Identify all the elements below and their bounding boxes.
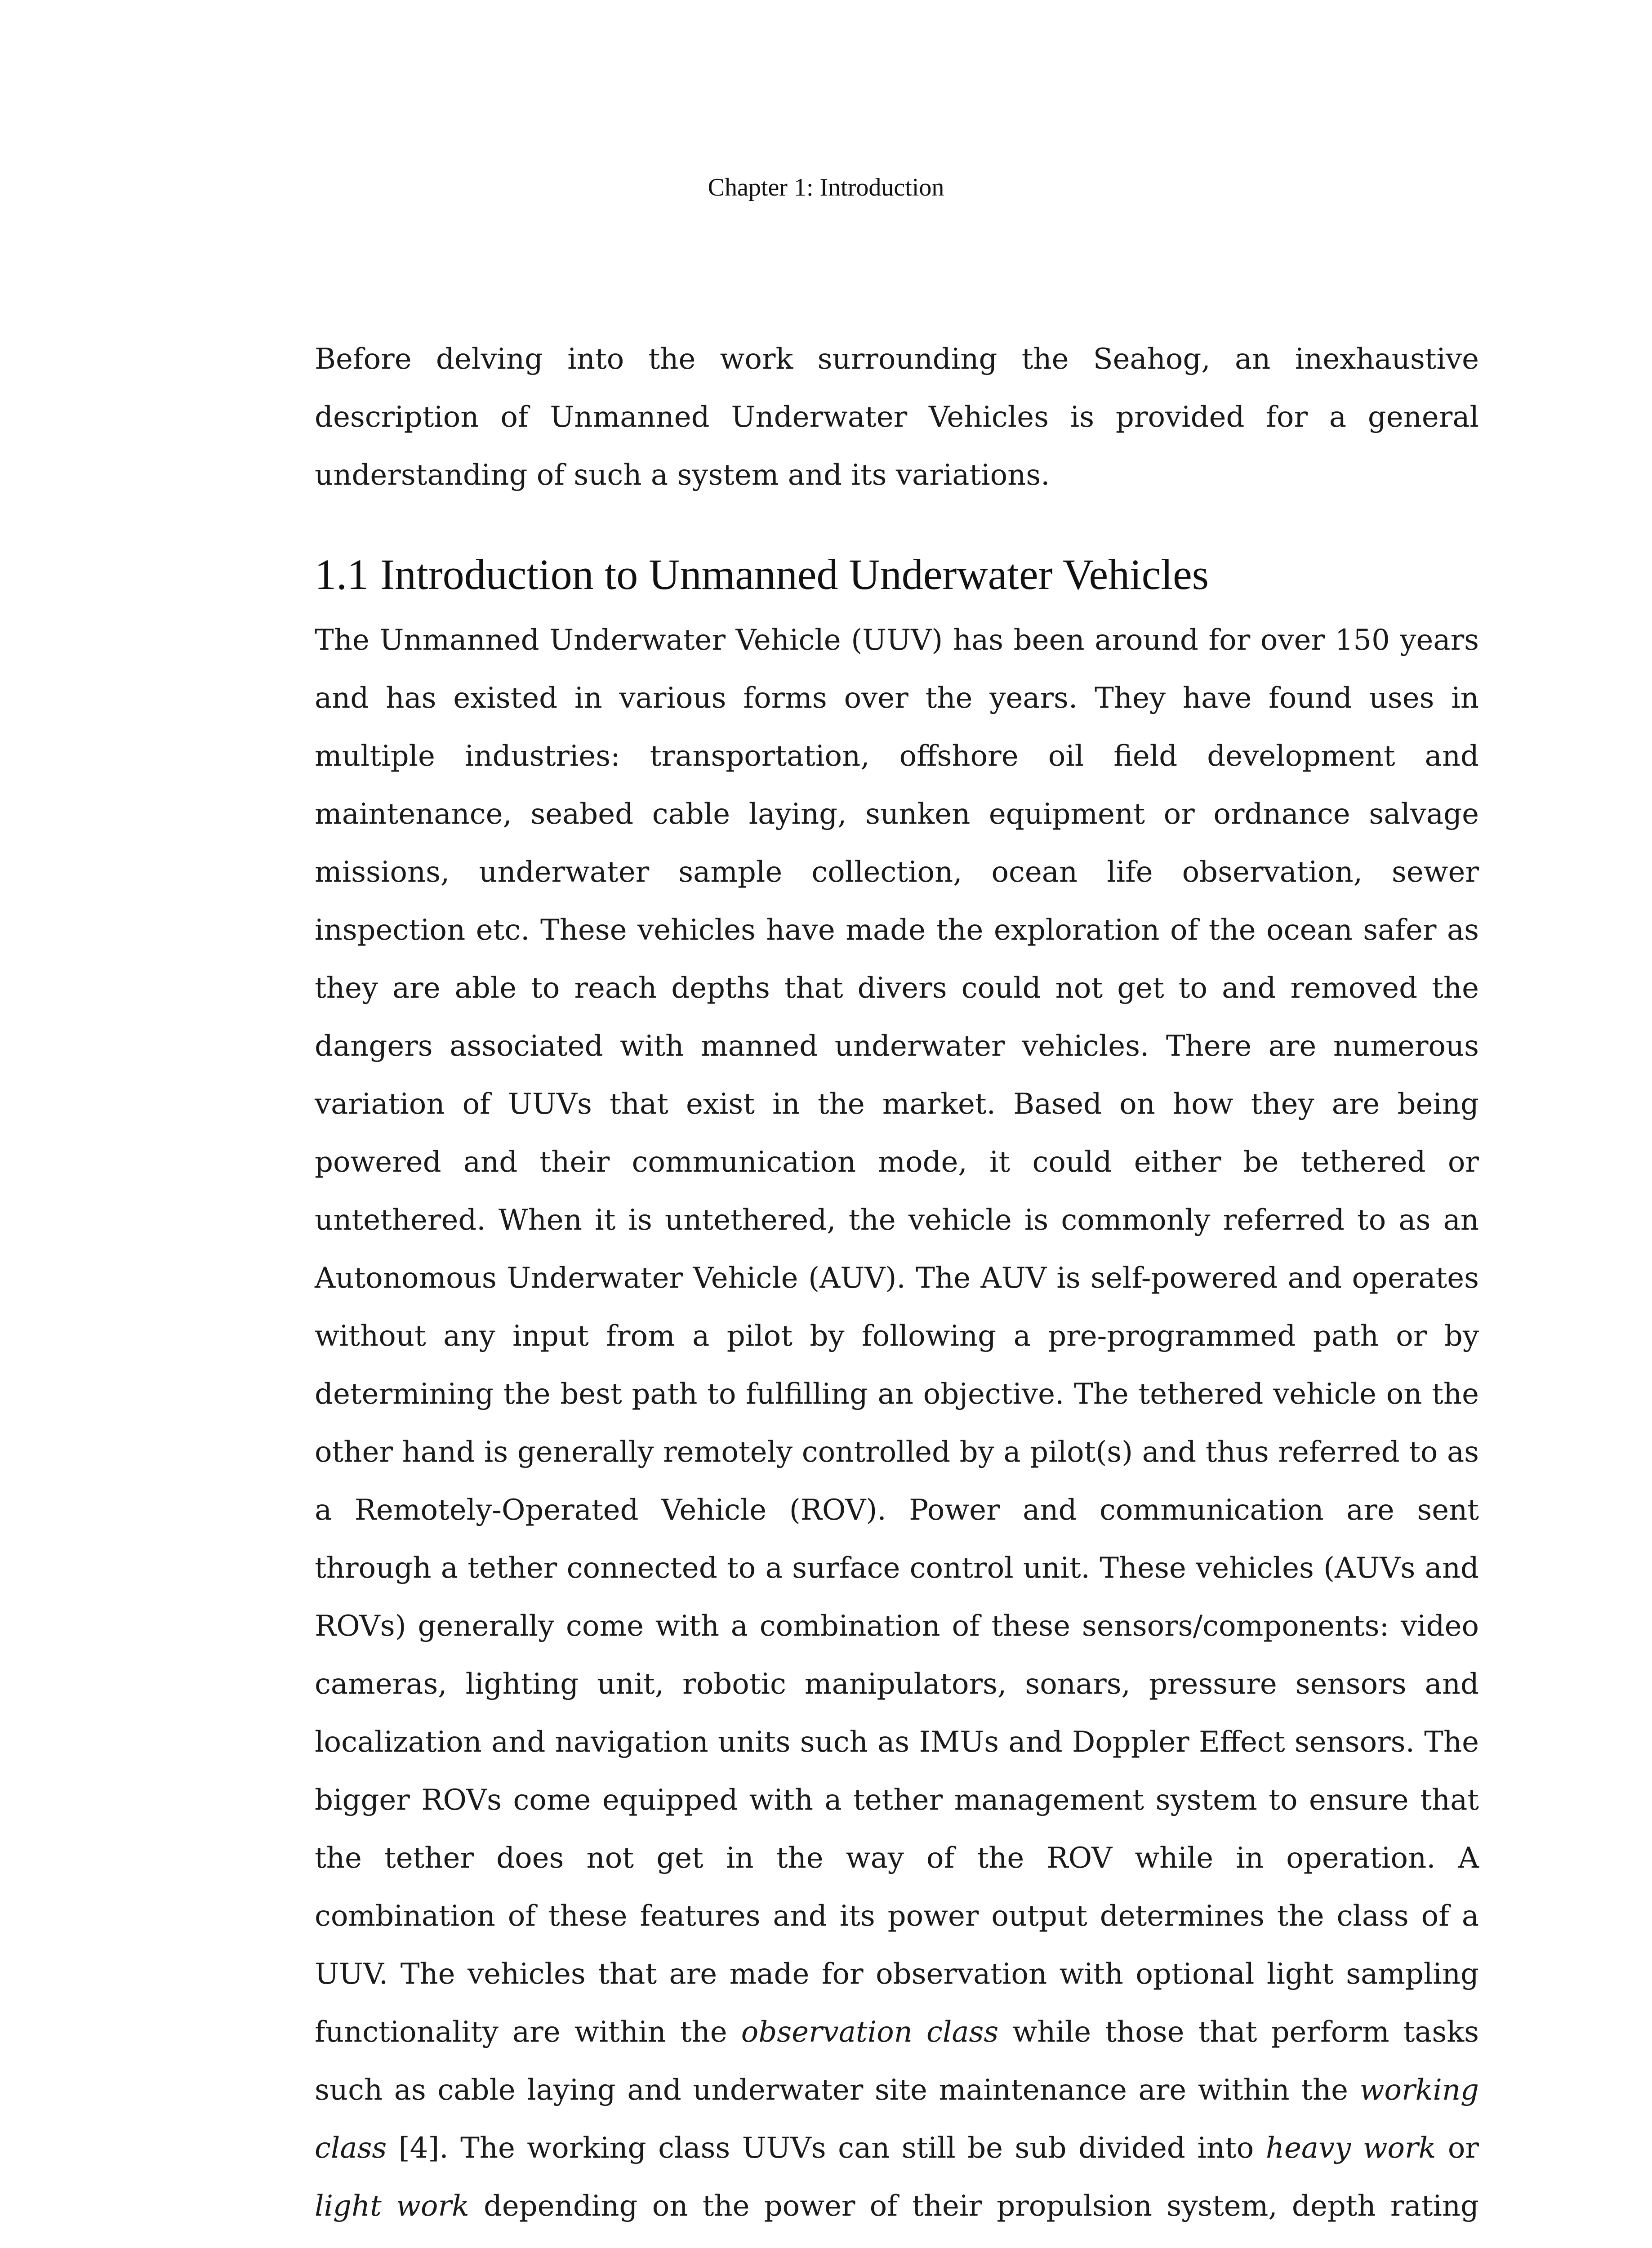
term-observation-class: observation class xyxy=(741,2016,999,2049)
term-heavy-work: heavy work xyxy=(1265,2132,1436,2165)
section-title: Introduction to Unmanned Underwater Vehicles xyxy=(380,550,1209,598)
term-light-work: light work xyxy=(315,2190,469,2223)
intro-paragraph: Before delving into the work surrounding the Seahog, an inexhaustive description of Unmanned Underwater Vehicles is provided for a general understanding of such a system and its variations. xyxy=(315,343,1479,492)
body-text-part2: while those that perform tasks such as cable laying and underwater site maintenance are within the xyxy=(315,2016,1479,2107)
page-content xyxy=(315,330,1479,2248)
running-header: Chapter 1: Introduction xyxy=(708,174,944,201)
body-text-part5: depending on the power of their propulsion system, depth rating xyxy=(483,2190,1479,2223)
body-text-part4: or xyxy=(1436,2132,1479,2165)
body-text-part1: The Unmanned Underwater Vehicle (UUV) has been around for over 150 years and has existed in various forms over the years. They have found uses in multiple industries: transportation, offshore oil field development and maintenance, seabed cable laying, sunken equipment or ordnance salvage missions, underwater sample collection, ocean life observation, sewer inspection etc. These vehicles have made the exploration of the ocean safer as they are able to reach depths that divers could not get to and removed the dangers associated with manned underwater vehicles. There are numerous variation of UUVs that exist in the market. Based on how they are being powered and their communication mode, it could either be tethered or untethered. When it is untethered, the vehicle is commonly referred to as an Autonomous Underwater Vehicle (AUV). The AUV is self-powered and operates without any input from a pilot by following a pre-programmed path or by determining the best path to fulfilling an objective. The tethered vehicle on the other hand is generally remotely controlled by a pilot(s) and thus referred to as a Remotely-Operated Vehicle (ROV). Power and communication are sent through a tether connected to a surface control unit. These vehicles (AUVs and ROVs) generally come with a combination of these sensors/components: video cameras, lighting unit, robotic manipulators, sonars, pressure sensors and localization and navigation units such as IMUs and Doppler Effect sensors. The bigger ROVs come equipped with a tether management system to ensure that the tether does not get in the way of the ROV while in operation. A combination of these features and its power output determines the class of a UUV. The vehicles that are made for observation with optional light sampling functionality are within the xyxy=(315,624,1479,2049)
term-working-class: working class xyxy=(315,2074,1479,2165)
section-number: 1.1 xyxy=(315,550,369,598)
section-heading xyxy=(315,548,1479,602)
section-body-paragraph xyxy=(315,611,1479,2248)
body-text-part3: [4]. The working class UUVs can still be sub divided into xyxy=(387,2132,1266,2165)
